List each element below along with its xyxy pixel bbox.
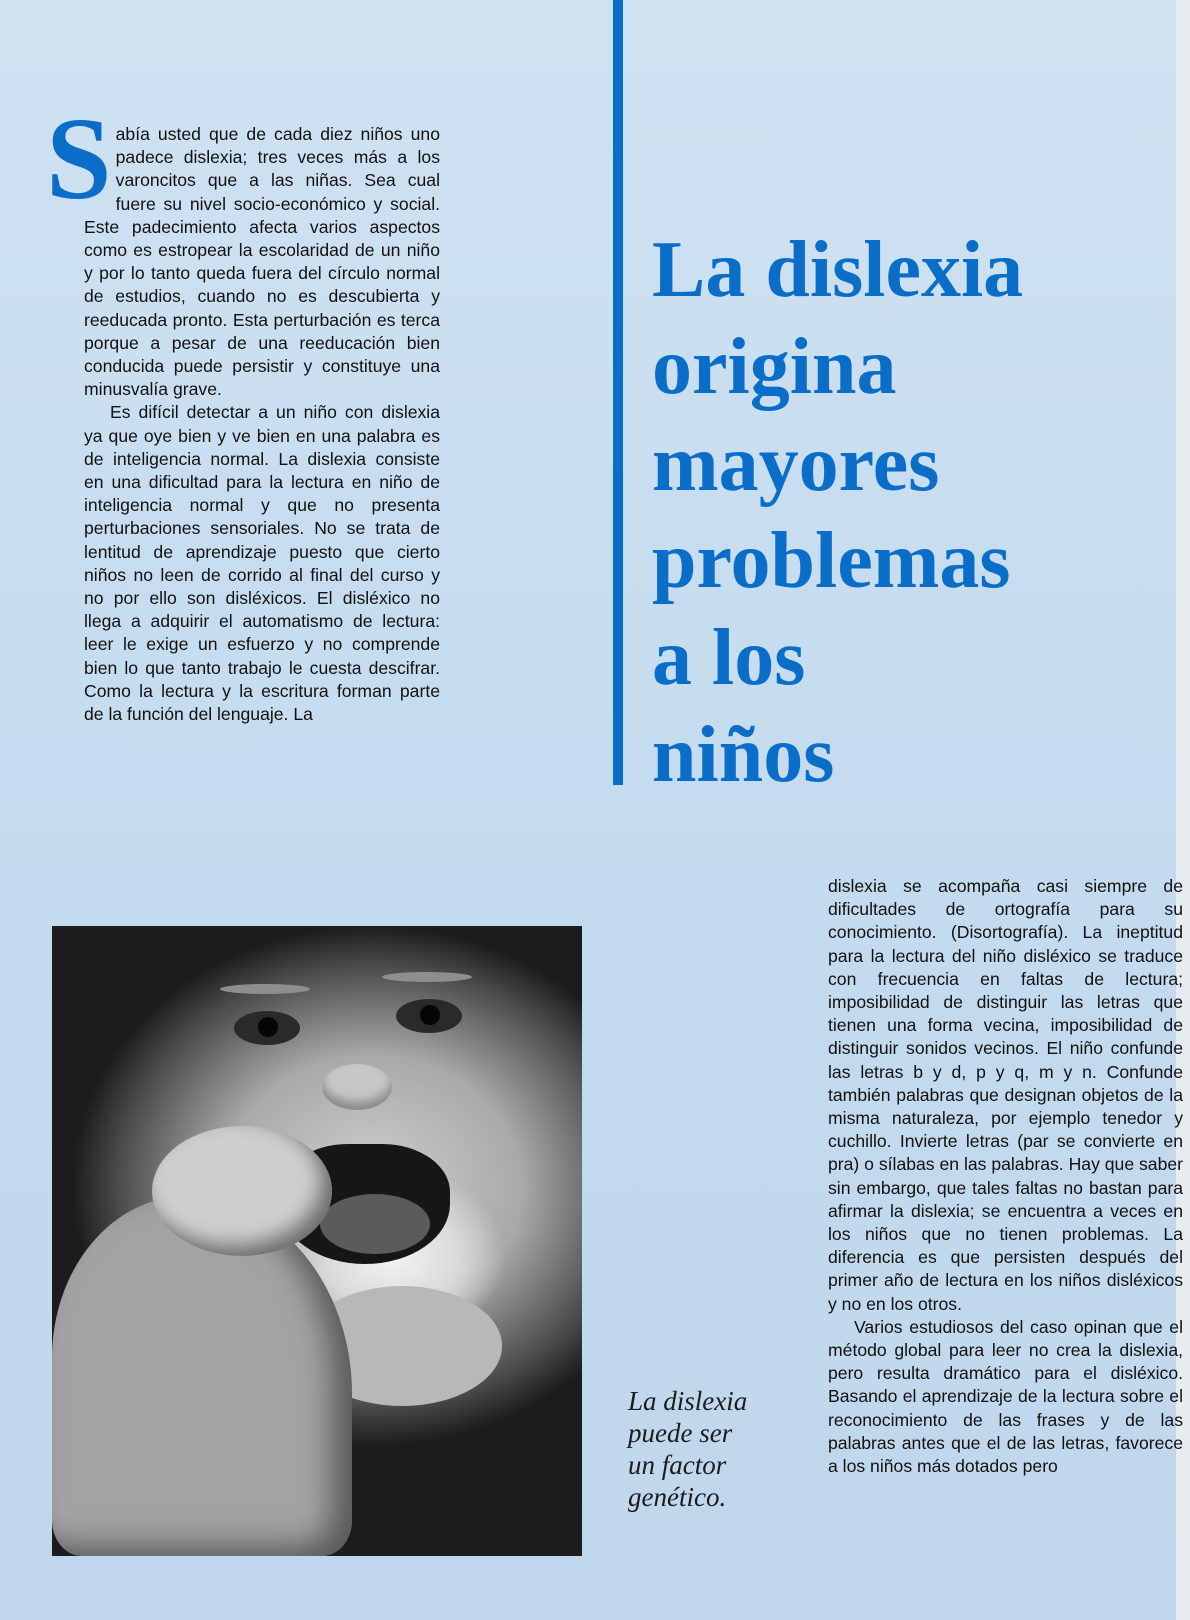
paragraph-1: [46, 93, 440, 401]
paragraph-3: dislexia se acompaña casi siempre de dificultades de ortografía para su conocimiento. (Disortografía). La ineptitud para la lectura del niño disléxico se traduce con frecuencia en faltas de lectura; imposibilidad de distinguir las letras que tienen una forma vecina, imposibilidad de distinguir sonidos vecinos. El niño confunde las letras b y d, p y q, m y n. Confunde también palabras que designan objetos de la misma naturaleza, por ejemplo tenedor y cuchillo. Invierte letras (par se convierte en pra) o sílabas en las palabras. Hay que saber sin embargo, que tales faltas no bastan para afirmar la dislexia; se encuentra a veces en los niños que no tienen problemas. La diferencia es que persisten después del primer año de lectura en los niños disléxicos y no en los otros.: [828, 876, 1184, 1314]
title-line: mayores: [652, 420, 940, 508]
photo-shape: [220, 984, 310, 994]
paragraph-1-text: abía usted que de cada diez niños uno padece dislexia; tres veces más a los varoncitos que a las niñas. Sea cual fuere su nivel socio-económico y social. Este padecimiento afecta varios aspectos como es estropear la escolaridad de un niño y por lo tanto queda fuera del círculo normal de estudios, cuando no es descubierta y reeducada pronto. Esta perturbación es terca porque a pesar de una reeducación bien conducida puede persistir y constituye una minusvalía grave.: [84, 124, 440, 400]
title-line: origina: [652, 323, 897, 411]
baby-photo: [52, 926, 582, 1556]
title-line: La dislexia: [652, 226, 1024, 314]
photo-shape: [382, 972, 472, 982]
vertical-rule: [613, 0, 623, 785]
paragraph-2: Es difícil detectar a un niño con dislexia ya que oye bien y ve bien en una palabra es de inteligencia normal. La dislexia consiste en una dificultad para la lectura en niño de inteligencia normal y que no presenta perturbaciones sensoriales. No se trata de lentitud de aprendizaje puesto que cierto niños no leen de corrido al final del curso y no por ello son disléxicos. El disléxico no llega a adquirir el automatismo de lectura: leer le exige un esfuerzo y no comprende bien lo que tanto trabajo le cuesta descifrar. Como la lectura y la escritura forman parte de la función del lenguaje. La: [84, 402, 440, 725]
drop-cap: S: [46, 93, 112, 224]
caption-line: puede ser: [628, 1418, 733, 1448]
caption-line: La dislexia: [628, 1386, 748, 1416]
title-line: problemas: [652, 517, 1011, 605]
photo-caption: [628, 1385, 788, 1513]
photo-shape: [396, 999, 462, 1033]
left-column: [46, 93, 440, 726]
title-line: a los: [652, 614, 806, 702]
photo-shape: [52, 1196, 352, 1556]
title-line: niños: [652, 711, 835, 799]
photo-shape: [322, 1064, 392, 1110]
photo-shape: [152, 1126, 332, 1256]
paragraph-4: Varios estudiosos del caso opinan que el método global para leer no crea la dislexia, pero resulta dramático para el disléxico. Basando el aprendizaje de la lectura sobre el reconocimiento de las frases y de las palabras antes que el de las letras, favorece a los niños más dotados pero: [828, 1316, 1183, 1477]
article-title: [652, 222, 1092, 804]
photo-shape: [234, 1011, 300, 1045]
right-column: [828, 875, 1183, 1478]
caption-line: un factor: [628, 1450, 727, 1480]
caption-line: genético.: [628, 1482, 727, 1512]
